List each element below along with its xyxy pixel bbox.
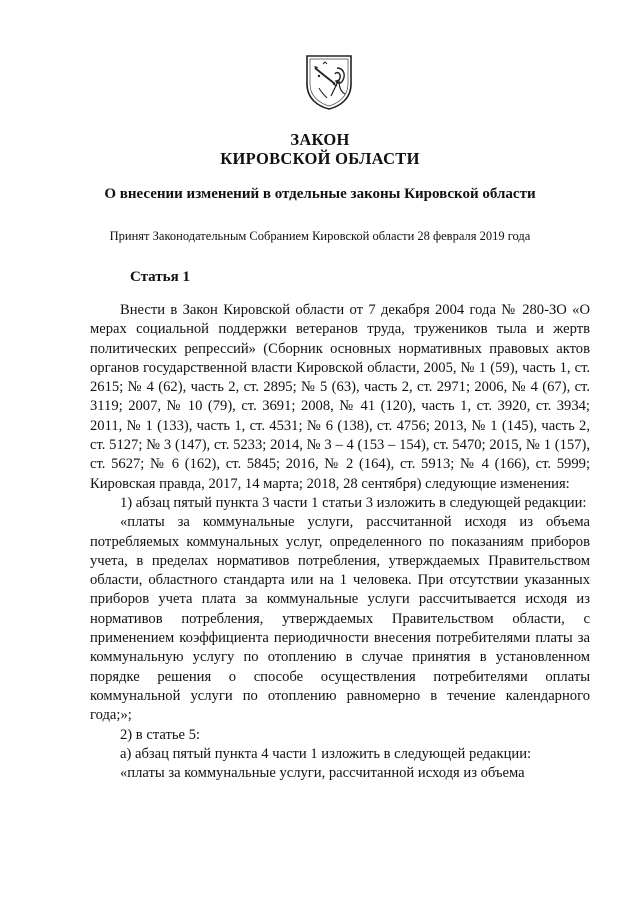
article-body: [90, 301, 590, 783]
law-title: ЗАКОН: [290, 130, 350, 149]
law-subject: О внесении изменений в отдельные законы Кировской области: [104, 186, 536, 202]
adoption-note: Принят Законодательным Собранием Кировской области 28 февраля 2019 года: [109, 229, 531, 243]
law-region-title: КИРОВСКОЙ ОБЛАСТИ: [220, 149, 420, 168]
article-paragraph: Внести в Закон Кировской области от 7 декабря 2004 года № 280-ЗО «О мерах социальной поддержки ветеранов труда, тружеников тыла и жертв политических репрессий» (Сборник основных нормативных правовых актов органов государственной власти Кировской области, 2005, № 1 (59), часть 1, ст. 2615; № 4 (62), часть 2, ст. 2895; № 5 (63), часть 2, ст. 2971; 2006, № 4 (67), ст. 3119; 2007, № 10 (79), ст. 3691; 2008, № 41 (120), часть 1, ст. 3920, ст. 3934; 2011, № 1 (133), часть 1, ст. 4531; № 6 (138), ст. 4756; 2013, № 1 (145), часть 2, ст. 5127; № 3 (147), ст. 5233; 2014, № 3 – 4 (153 – 154), ст. 5470; 2015, № 1 (157), ст. 5627; № 6 (162), ст. 5845; 2016, № 2 (164), ст. 5913; № 4 (166), ст. 5999; Кировская правда, 2017, 14 марта; 2018, 28 сентября) следующие изменения:: [90, 302, 590, 492]
article-paragraph: «платы за коммунальные услуги, рассчитанной исходя из объема: [120, 765, 525, 782]
article-paragraph: а) абзац пятый пункта 4 части 1 изложить в следующей редакции:: [120, 745, 532, 762]
article-heading: Статья 1: [130, 269, 190, 285]
article-paragraph: 2) в статье 5:: [120, 726, 200, 743]
article-paragraph: «платы за коммунальные услуги, рассчитанной исходя из объема потребляемых коммунальных услуг, определенного по показаниям приборов учета, в пределах нормативов потребления, утверждаемых Правительством области, областного стандарта или на 1 человека. При отсутствии указанных приборов учета плата за коммунальные услуги рассчитывается исходя из нормативов потребления, утверждаемых Правительством области, с применением коэффициента периодичности внесения потребителями платы за коммунальную услугу по отоплению в случае принятия в установленном порядке решения о способе осуществления потребителями оплаты коммунальной услуги по отоплению равномерно в течение календарного года;»;: [90, 514, 590, 724]
article-paragraph: 1) абзац пятый пункта 3 части 1 статьи 3 изложить в следующей редакции:: [120, 494, 587, 511]
coat-of-arms-icon: [305, 54, 353, 110]
